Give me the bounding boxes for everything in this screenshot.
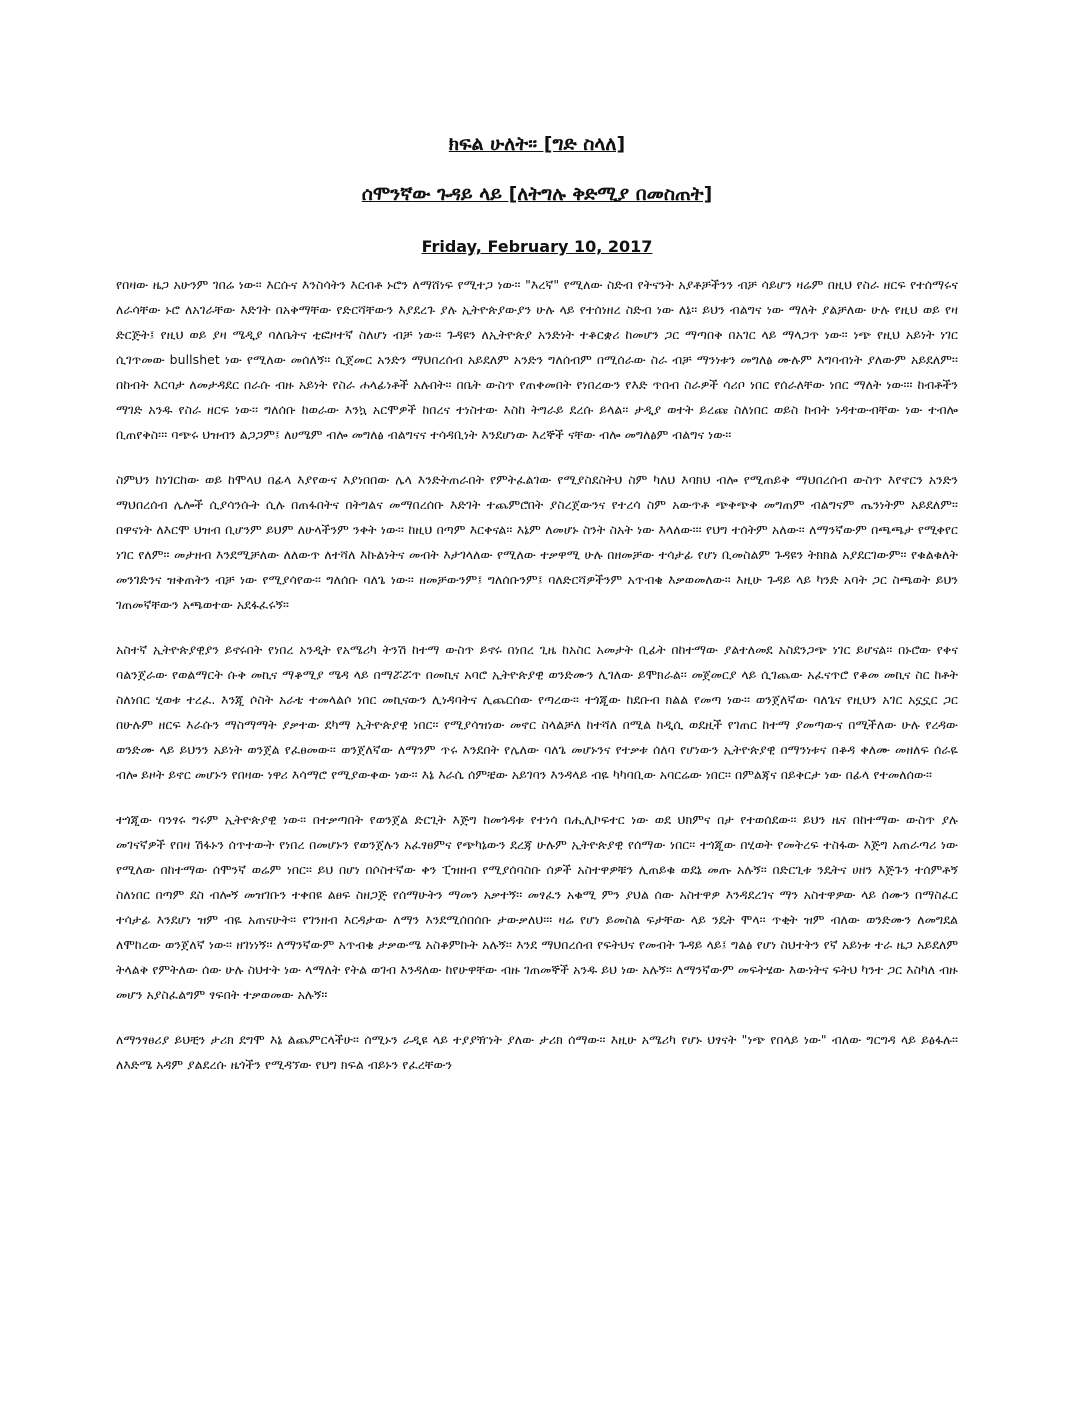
section-heading: ክፍል ሁለት፡፡ [ግድ ስላለ] [448, 133, 626, 155]
paragraph: የበዛው ዜጋ አሁንም ገበሬ ነው፡፡ እርሱና እንስሳትን እርብቶ ኑሮን ለማሸነፍ የሚተጋ ነው፡፡ "እረኛ" የሚለው ስድብ የትናንት አያቶቻችንን ብቻ ሳይሆን ዛሬም በዚህ የስራ ዘርፍ የተሰማሩና ለራሳቸው ኑሮ ለአገራቸው እድገት በአቅማቸው የድርሻቸውን እያደረጉ ያሉ ኢትዮጵያውያን ሁሉ ላይ የተሰነዘረ ስድብ ነው ለኔ፡፡ ይህን ብልግና ነው ማለት ያልቻለው ሁሉ የዚህ ወይ የዛ ድርጅት፤ የዚህ ወይ ያዛ ሜዲያ ባለቤትና ቲፎዞተኛ ስለሆነ ብቻ ነው፡፡ ጉዳዩን ለኢትዮጵያ አንድነት ተቆርቋሪ ከመሆን ጋር ማጣበቅ በአገር ላይ ማላጋጥ ነው፡፡ ነጭ የዚህ አይነት ነገር ሲገጥመው bullshet ነው የሚለው መሰለኝ፡፡ ሲጀመር አንድን ማህበረሰብ አይደለም አንድን ግለሰብም በሚሰራው ስራ ብቻ ማንነቱን መግለፅ ሙሉም እግባብነት ያለውም አይደለም፡፡ በከብት እርባታ ለመታዳደር በራሱ ብዙ አይነት የስራ ሐላፊነቶች አሉበት፡፡ በቤት ውስጥ የጠቀመበት የነበረውን የእድ ጥበብ ስራዎች ሳሪቦ ነበር የሰራለቸው ነበር ማለት ነው፡፡፡ ከብቶችን ማገድ አንዱ የስራ ዘርፍ ነው፡፡ ግለሰቡ ከወራው እንኳ አርሞዎች ከበረና ተነስተው እስከ ትግራይ ደረሱ ይላል፡፡ ታዲያ ወተት ይረጩ ስለነበር ወይስ ከብት ነዳተውብቸው ነው ተብሎ ቢጠየቅስ፡፡፡ ባጭሩ ህዝብን ልጋጋም፤ ለሀሜም ብሎ መግለፅ ብልግናና ተሳዳቢነት እንደሆነው እረኞች ናቸው ብሎ መግለፅም ብልግና ነው፡፡ [116, 277, 958, 442]
paragraph: ተጎጂው ባንፃሩ ግሩም ኢትዮጵያዊ ነው፡፡ በተቃጣበት የወንጀል ድርጊት እጅግ ከመጎዳቱ የተነሳ በሒሊኮፍተር ነው ወደ ህክምና በታ የተወሰደው፡፡ ይህን ዜና በከተማው ውስጥ ያሉ መገናኛዎች የበዛ ሽፋኑን ሰጥተውት የነበረ በመሆኑን የወንጀሉን አፈፃፀምና የጭካኔውን ደረጃ ሁሉም ኢትዮጵያዊ የሰማው ነበር፡፡ ተጎጂው በሂወት የመትረፍ ተስፋው እጅግ አጠራጣሪ ነው የሚለው በከተማው ሰሞንኛ ወሬም ነበር፡፡ ይህ በሆነ በሶስተኛው ቀን ፒዝዘብ የሚያሰባስቡ ሰዎች አስተዋዎቹን ሊጠይቁ ወደኔ መጡ አሉኝ፡፡ በድርጊቱ ንዴትና ሀዘን እጅጉን ተሰምቶኝ ስለነበር በጣም ደስ ብሎኝ መዝገቡን ተቀበዩ ልፀፍ ስዘጋጅ የሰማሁትን ማመን አቃተኝ፡፡ መፃፈን አቁሚ ምን ያህል ሰው አስተዋዎ እንዳደረገና ማን አስተዋዎው ላይ ሰሙን በማስፈር ተሳታፊ እንደሆነ ዝም ብዬ አጠናሁት፡፡ የገንዘብ እርዳታው ለማን እንደሚሰበሰቡ ታውቃለህ፡፡፡ ዛሬ የሆነ ይመስል ፍታቸው ላይ ንዴት ሞላ፡፡ ጥቂት ዝም ብለው ወንድሙን ለመግደል ለሞከረው ወንጀለኛ ነው፡፡ ዘገነነኝ፡፡ ለማንኛውም አጥብቄ ታቃውሜ አስቆምኩት አሉኝ፡፡ እንደ ማህበረሰብ የፍትህና የመብት ጉዳይ ላይ፤ ግልፅ የሆነ ስህተትን የኛ አይነቱ ተራ ዜጋ አይደለም ትላልቅ የምትለው ሰው ሁሉ ስህተት ነው ላማለት የትል ወገብ እንዳለው ከየሁዋቸው ብዙ ገጠመኞች አንዱ ይህ ነው አሉኝ፡፡ ለማንኛውም መፍትሄው እውነትና ፍትህ ካንተ ጋር እስካለ ብዙ መሆን አያስፈልግም ፃፍበት ተቃወመው አሉኝ፡፡ [116, 812, 958, 1002]
article-heading: ሰሞንኛው ጉዳይ ላይ [ለትግሉ ቅድሚያ በመስጠት] [361, 183, 713, 205]
paragraph: አስተኛ ኢትዮጵያዊያን ይኖሩበት የነበረ አንዲት የአሜሪካ ትንሽ ከተማ ውስጥ ይኖሩ በነበረ ጊዜ ከአስር አመታት ቢፊት በከተማው ያልተለመደ አስደንጋጭ ነገር ይሆናል፡፡ በኑሮው የቀና ባልንጀራው የወልማርት ሱቅ መኪና ማቆሚያ ሜዳ ላይ በማሯሯጥ በመኪና አባሮ ኢትዮጵያዊ ወንድሙን ሊገለው ይሞክራል፡፡ መጀመርያ ላይ ሲገጨው አፈናጥሮ የቆመ መኪና ስር ከቶት ስለነበር ሂወቱ ተረፈ. እንጂ ሶስት አራቴ ተመላልሶ ነበር መኪናውን ሊነዳባትና ሊጨርሰው የጣረው፡፡ ተጎጂው ከደቡብ ክልል የመጣ ነው፡፡ ወንጀለኛው ባለጌና የዚህን አገር አኗኗር ጋር በሁሉም ዘርፍ እራሱን ማስማማት ያቃተው ደካማ ኢትዮጵያዊ ነበር፡፡ የሚያሳዝነው መኖር ስላልቻለ ከተሻለ በሚል ከዲሲ ወደዚች የገጠር ከተማ ያመጣውና በሚችለው ሁሉ የረዳው ወንድሙ ላይ ይህንን አይነት ወንጀል የፈፀመው፡፡ ወንጀለኛው ለማንም ጥሩ እንደበት የሌለው ባለጌ መሆኑንና የተቃቱ ሰለባ የሆነውን ኢትዮጵያዊ በማንነቱና በቆዳ ቀለሙ መዘለፍ ሰራዬ ብሎ ይዞት ይኖር መሆኑን የበዛው ነዋሪ እሳማሮ የሚያውቀው ነው፡፡ እኔ እራሴ ሰምቼው አይገባን እንዳላይ ብዬ ካካባቢው አባርሬው ነበር፡፡ በምልጃና በይቅርታ ነው በፊላ የተመለሰው፡፡ [116, 642, 958, 782]
article-date: Friday, February 10, 2017 [421, 237, 653, 256]
paragraph: ስምህን ከነገርከው ወይ ከሞላህ በፊላ እያየውና እያነበበው ሌላ እንድትጠራበት የምትፈልገው የሚያስደስትህ ስም ካለህ እባክህ ብሎ የሚጠይቅ ማህበረሰብ ውስጥ እየኖርን አንድን ማህበረሰብ ሌሎች ሲያሳንሱት ሲሉ በጠፋበትና በትግልና መማበረሰቡ እድገት ተጨምሮበት ያስረጀውንና የተረሳ ስም አውጥቶ ጭቅጭቅ መግጠም ብልግናም ጤንነትም አይደለም፡፡ በዋናነት ለእርሞ ህዝብ ቢሆንም ይህም ለሁላችንም ንቀት ነው፡፡ ከዚህ በጣም እርቀናል፡፡ እኔም ለመሆኑ ስንት ስአት ነው እላለው፡፡፡ የህግ ተሰትም አለው፡፡ ለማንኛውም በጫጫታ የሚቀየር ነገር የለም፡፡ መታዘብ እንደሚቻለው ለለውጥ ለተሻለ እኩልነትና መብት እታገላለው የሚለው ተቃዋሚ ሁሉ በዘመቻው ተሳታፊ የሆነ ቢመስልም ጉዳዩን ትክክል አያደርገውም፡፡ የቁልቁለት መንገድንና ዝቅጠትን ብቻ ነው የሚያሳየው፡፡ ግለሰቡ ባለጌ ነው፡፡ ዘመቻውንም፤ ግለሰቡንም፤ ባለድርሻዎችንም አጥብቄ እቃወመለው፡፡ እዚሁ ጉዳይ ላይ ካንድ አባት ጋር ስጫወት ይህን ገጠመኛቸውን አጫወተው አደፋፈሩኝ፡፡ [116, 472, 958, 612]
article-body [116, 272, 958, 1077]
paragraph: ለማንፃፀሪያ ይህቺን ታሪክ ደግሞ እኔ ልጨምርላችሁ፡፡ ሰሚኑን ራዲዩ ላይ ተያያዥነት ያለው ታሪክ ሰማው፡፡ እዚሁ አሜሪካ የሆኑ ህፃናት "ነጭ የበላይ ነው" ብለው ግርግዳ ላይ ይፅፋሉ፡፡ ለእድሜ አዳም ያልደረሱ ዜጎችን የሚዳኘው የህግ ክፍል ብይኑን የፈረቸውን [116, 1032, 958, 1072]
